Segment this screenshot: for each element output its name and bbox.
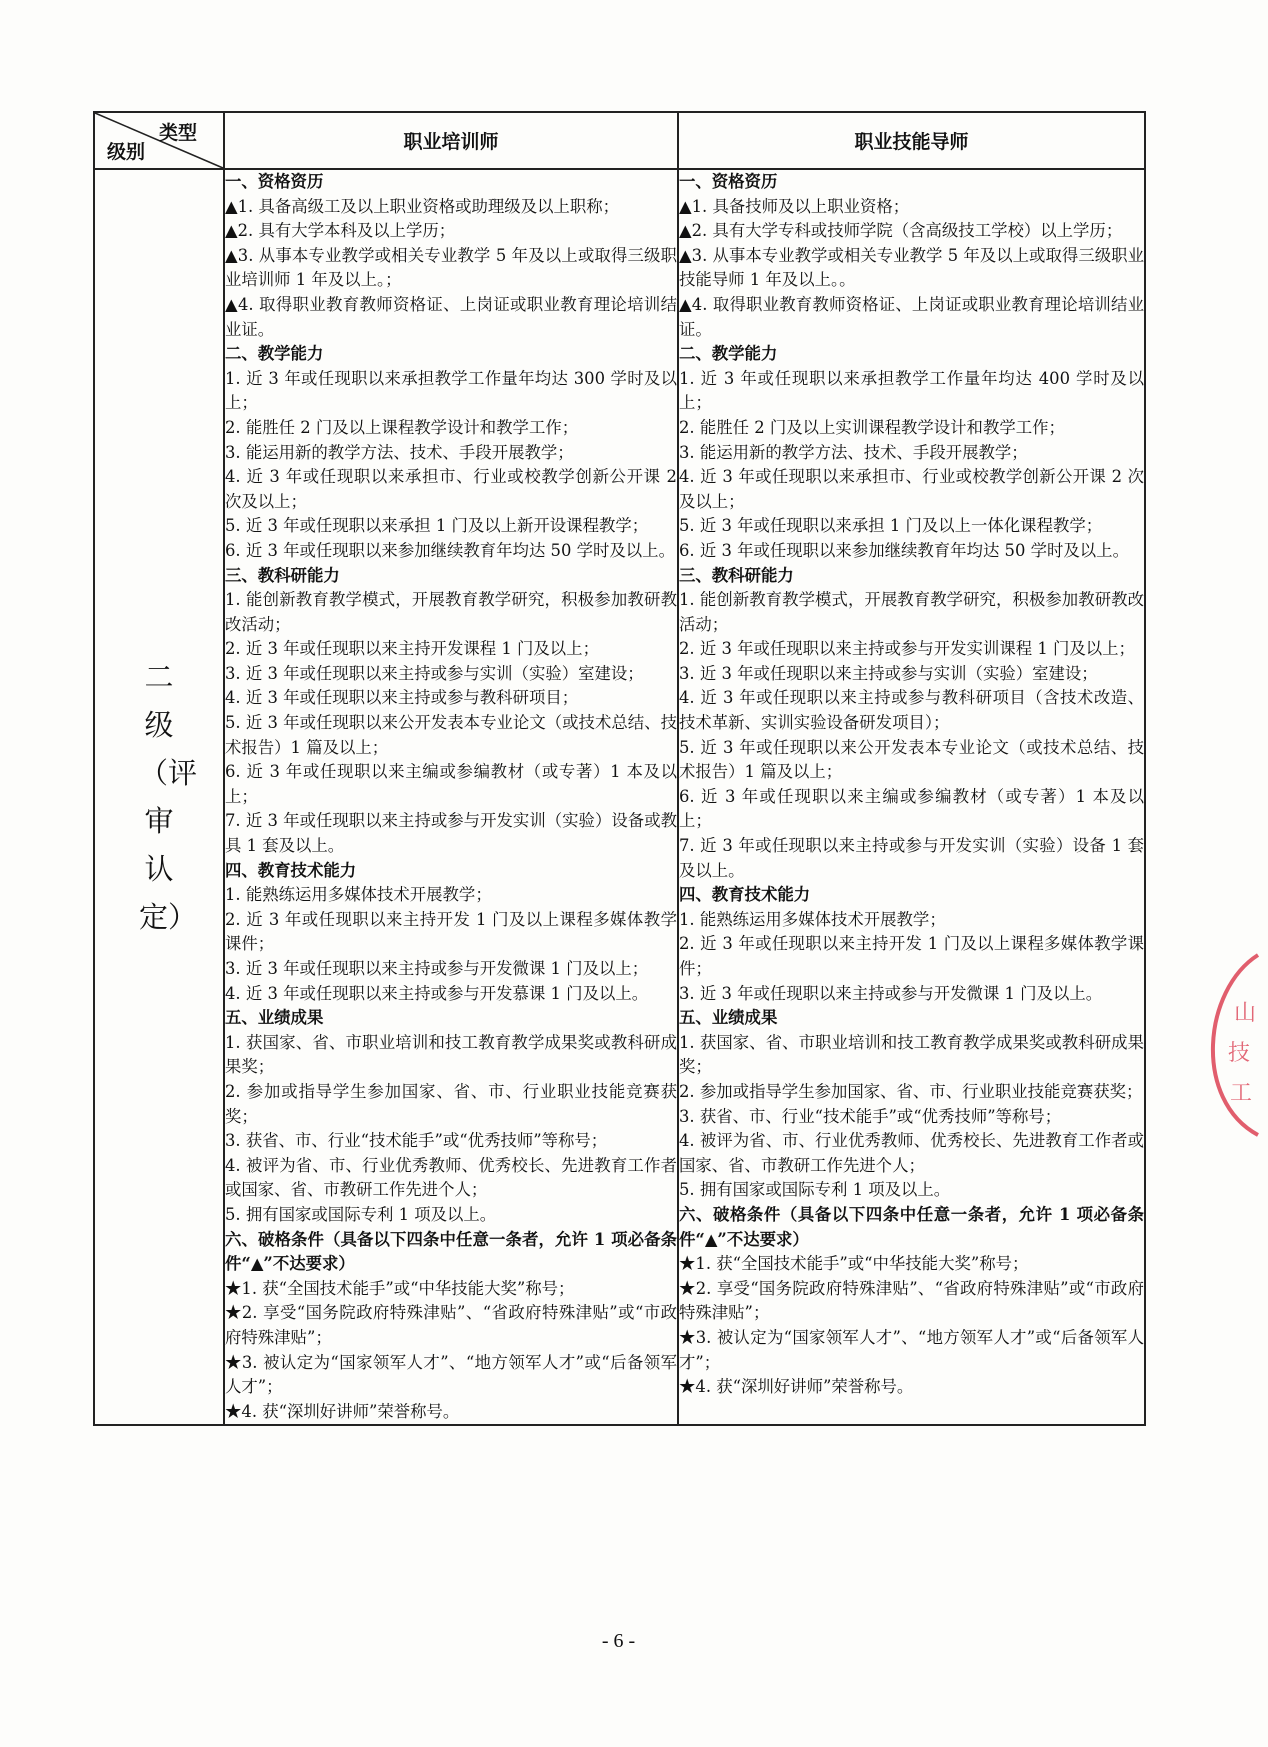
trainer-section-heading: 五、业绩成果 bbox=[225, 1008, 324, 1028]
level-row bbox=[94, 169, 1145, 1425]
trainer-requirement-item: 6. 近 3 年或任现职以来主编或参编教材（或专著）1 本及以上； bbox=[225, 762, 677, 806]
mentor-requirement-item: ★4. 获“深圳好讲师”荣誉称号。 bbox=[679, 1377, 914, 1397]
mentor-requirement-item: 2. 近 3 年或任现职以来主持开发 1 门及以上课程多媒体教学课件； bbox=[679, 934, 1144, 978]
trainer-requirement-item: 1. 获国家、省、市职业培训和技工教育教学成果奖或教科研成果奖； bbox=[225, 1032, 677, 1077]
svg-text:工: 工 bbox=[1230, 1081, 1253, 1106]
table-header-row bbox=[94, 112, 1145, 169]
mentor-section-heading: 六、破格条件（具备以下四条中任意一条者，允许 1 项必备条件“▲”不达要求） bbox=[679, 1204, 1144, 1249]
trainer-requirement-item: 2. 近 3 年或任现职以来主持开发课程 1 门及以上； bbox=[225, 639, 599, 659]
mentor-requirement-item: ★1. 获“全国技术能手”或“中华技能大奖”称号； bbox=[679, 1254, 1029, 1274]
mentor-section-heading: 四、教育技术能力 bbox=[679, 885, 811, 905]
mentor-requirement-item: 3. 获省、市、行业“技术能手”或“优秀技师”等称号； bbox=[679, 1106, 1062, 1126]
trainer-requirement-item: 3. 近 3 年或任现职以来主持或参与开发微课 1 门及以上； bbox=[225, 959, 649, 978]
trainer-content-cell bbox=[224, 169, 678, 1425]
mentor-requirement-item: ▲3. 从事本专业教学或相关专业教学 5 年及以上或取得三级职业技能导师 1 年及以上。。 bbox=[679, 245, 1144, 290]
level-name: 二级（评审认定） bbox=[139, 660, 198, 935]
mentor-requirement-item: 5. 拥有国家或国际专利 1 项及以上。 bbox=[679, 1180, 951, 1200]
trainer-requirement-item: 2. 近 3 年或任现职以来主持开发 1 门及以上课程多媒体教学课件； bbox=[225, 909, 677, 954]
mentor-requirement-item: 3. 近 3 年或任现职以来主持或参与开发微课 1 门及以上。 bbox=[679, 983, 1103, 1003]
trainer-requirement-item: 1. 能熟练运用多媒体技术开展教学； bbox=[225, 885, 492, 905]
trainer-requirement-item: 2. 参加或指导学生参加国家、省、市、行业职业技能竞赛获奖； bbox=[225, 1081, 677, 1126]
mentor-requirement-item: 5. 近 3 年或任现职以来承担 1 门及以上一体化课程教学； bbox=[679, 516, 1103, 536]
mentor-requirement-item: 5. 近 3 年或任现职以来公开发表本专业论文（或技术总结、技术报告）1 篇及以上； bbox=[679, 737, 1144, 782]
level-label: 级别 bbox=[107, 141, 146, 163]
trainer-section-heading: 二、教学能力 bbox=[225, 344, 324, 364]
trainer-section-heading: 六、破格条件（具备以下四条中任意一条者，允许 1 项必备条件“▲”不达要求） bbox=[225, 1229, 677, 1274]
page-number: - 6 - bbox=[601, 1630, 636, 1652]
qualification-table bbox=[93, 111, 1146, 1426]
mentor-requirement-item: ▲1. 具备技师及以上职业资格； bbox=[679, 196, 910, 216]
trainer-section-heading: 一、资格资历 bbox=[225, 172, 324, 191]
mentor-requirements bbox=[679, 170, 1144, 1400]
column-header-mentor: 职业技能导师 bbox=[678, 112, 1145, 169]
mentor-requirement-item: 1. 近 3 年或任现职以来承担教学工作量年均达 400 学时及以上； bbox=[679, 368, 1144, 413]
mentor-requirement-item: 6. 近 3 年或任现职以来主编或参编教材（或专著）1 本及以上； bbox=[679, 786, 1144, 831]
mentor-section-heading: 二、教学能力 bbox=[679, 344, 778, 364]
mentor-requirement-item: 2. 能胜任 2 门及以上实训课程教学设计和教学工作； bbox=[679, 417, 1065, 437]
trainer-requirement-item: ▲3. 从事本专业教学或相关专业教学 5 年及以上或取得三级职业培训师 1 年及以上。； bbox=[225, 245, 677, 290]
trainer-section-heading: 三、教科研能力 bbox=[225, 565, 340, 585]
trainer-requirement-item: 2. 能胜任 2 门及以上课程教学设计和教学工作； bbox=[225, 417, 579, 437]
trainer-requirement-item: 3. 近 3 年或任现职以来主持或参与实训（实验）室建设； bbox=[225, 663, 644, 683]
trainer-requirement-item: 4. 近 3 年或任现职以来主持或参与教科研项目； bbox=[225, 688, 579, 708]
trainer-requirement-item: ▲1. 具备高级工及以上职业资格或助理级及以上职称； bbox=[225, 196, 620, 216]
type-label: 类型 bbox=[158, 122, 197, 144]
trainer-requirement-item: 4. 近 3 年或任现职以来主持或参与开发慕课 1 门及以上。 bbox=[225, 983, 649, 1003]
mentor-requirement-item: ▲2. 具有大学专科或技师学院（含高级技工学校）以上学历； bbox=[679, 221, 1123, 241]
column-header-trainer: 职业培训师 bbox=[224, 112, 678, 169]
mentor-requirement-item: 2. 参加或指导学生参加国家、省、市、行业职业技能竞赛获奖； bbox=[679, 1081, 1143, 1101]
mentor-requirement-item: 1. 能熟练运用多媒体技术开展教学； bbox=[679, 909, 946, 929]
trainer-requirement-item: ★3. 被认定为“国家领军人才”、“地方领军人才”或“后备领军人才”； bbox=[225, 1352, 677, 1397]
trainer-requirement-item: 4. 近 3 年或任现职以来承担市、行业或校教学创新公开课 2 次及以上； bbox=[225, 467, 677, 511]
trainer-requirement-item: ★2. 享受“国务院政府特殊津贴”、“省政府特殊津贴”或“市政府特殊津贴”； bbox=[225, 1303, 677, 1347]
mentor-requirement-item: 4. 近 3 年或任现职以来承担市、行业或校教学创新公开课 2 次及以上； bbox=[679, 467, 1144, 511]
trainer-requirement-item: 3. 获省、市、行业“技术能手”或“优秀技师”等称号； bbox=[225, 1131, 608, 1151]
trainer-requirement-item: ▲4. 取得职业教育教师资格证、上岗证或职业教育理论培训结业证。 bbox=[225, 294, 677, 339]
mentor-requirement-item: 4. 近 3 年或任现职以来主持或参与教科研项目（含技术改造、技术革新、实训实验设备研发项目）； bbox=[679, 688, 1144, 733]
mentor-requirement-item: 3. 近 3 年或任现职以来主持或参与实训（实验）室建设； bbox=[679, 663, 1098, 683]
mentor-section-heading: 三、教科研能力 bbox=[679, 565, 794, 585]
corner-header-cell bbox=[94, 112, 224, 169]
trainer-requirement-item: 5. 近 3 年或任现职以来承担 1 门及以上新开设课程教学； bbox=[225, 516, 649, 536]
trainer-requirement-item: 1. 能创新教育教学模式，开展教育教学研究，积极参加教研教改活动； bbox=[225, 590, 677, 634]
trainer-requirement-item: ★4. 获“深圳好讲师”荣誉称号。 bbox=[225, 1401, 460, 1421]
trainer-requirement-item: ★1. 获“全国技术能手”或“中华技能大奖”称号； bbox=[225, 1278, 575, 1298]
mentor-requirement-item: 1. 获国家、省、市职业培训和技工教育教学成果奖或教科研成果奖； bbox=[679, 1032, 1144, 1077]
mentor-requirement-item: 7. 近 3 年或任现职以来主持或参与开发实训（实验）设备 1 套及以上。 bbox=[679, 836, 1144, 880]
mentor-requirement-item: ★2. 享受“国务院政府特殊津贴”、“省政府特殊津贴”或“市政府特殊津贴”； bbox=[679, 1278, 1144, 1323]
trainer-requirement-item: 7. 近 3 年或任现职以来主持或参与开发实训（实验）设备或教具 1 套及以上。 bbox=[225, 811, 677, 856]
mentor-requirement-item: ▲4. 取得职业教育教师资格证、上岗证或职业教育理论培训结业证。 bbox=[679, 294, 1144, 339]
trainer-requirement-item: 6. 近 3 年或任现职以来参加继续教育年均达 50 学时及以上。 bbox=[225, 540, 675, 560]
svg-text:山: 山 bbox=[1234, 1001, 1257, 1026]
mentor-requirement-item: 2. 近 3 年或任现职以来主持或参与开发实训课程 1 门及以上； bbox=[679, 639, 1135, 659]
mentor-content-cell bbox=[678, 169, 1145, 1425]
trainer-requirement-item: 5. 近 3 年或任现职以来公开发表本专业论文（或技术总结、技术报告）1 篇及以上； bbox=[225, 713, 677, 757]
mentor-requirement-item: ★3. 被认定为“国家领军人才”、“地方领军人才”或“后备领军人才”； bbox=[679, 1327, 1144, 1372]
mentor-requirement-item: 4. 被评为省、市、行业优秀教师、优秀校长、先进教育工作者或国家、省、市教研工作先进个人； bbox=[679, 1131, 1144, 1175]
mentor-requirement-item: 1. 能创新教育教学模式，开展教育教学研究，积极参加教研教改活动； bbox=[679, 590, 1144, 634]
red-seal-stamp bbox=[1188, 950, 1268, 1140]
trainer-requirement-item: 5. 拥有国家或国际专利 1 项及以上。 bbox=[225, 1204, 497, 1224]
level-cell bbox=[94, 169, 224, 1425]
trainer-requirement-item: 1. 近 3 年或任现职以来承担教学工作量年均达 300 学时及以上； bbox=[225, 368, 677, 413]
mentor-requirement-item: 3. 能运用新的教学方法、技术、手段开展教学； bbox=[679, 442, 1028, 462]
trainer-requirements bbox=[225, 170, 677, 1424]
trainer-section-heading: 四、教育技术能力 bbox=[225, 860, 357, 880]
trainer-requirement-item: ▲2. 具有大学本科及以上学历； bbox=[225, 221, 456, 241]
svg-text:技: 技 bbox=[1228, 1041, 1251, 1066]
mentor-requirement-item: 6. 近 3 年或任现职以来参加继续教育年均达 50 学时及以上。 bbox=[679, 540, 1129, 560]
trainer-requirement-item: 4. 被评为省、市、行业优秀教师、优秀校长、先进教育工作者或国家、省、市教研工作先进个人； bbox=[225, 1155, 677, 1200]
mentor-section-heading: 一、资格资历 bbox=[679, 172, 778, 191]
trainer-requirement-item: 3. 能运用新的教学方法、技术、手段开展教学； bbox=[225, 442, 574, 462]
mentor-section-heading: 五、业绩成果 bbox=[679, 1008, 778, 1028]
